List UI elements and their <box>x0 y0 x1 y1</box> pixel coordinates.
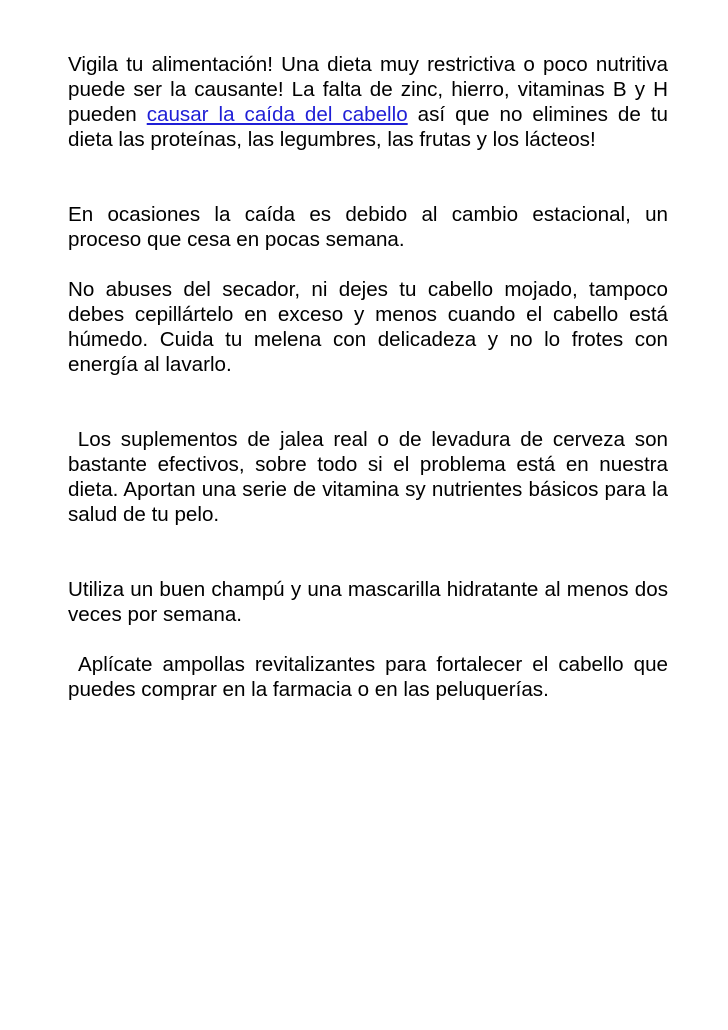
paragraph-supplements: Los suplementos de jalea real o de levadura de cerveza son bastante efectivos, sobre todo si el problema está en nuestra dieta. Aportan una serie de vitamina sy nutrientes básicos para la salud de tu pelo. <box>68 428 674 526</box>
paragraph-seasonal: En ocasiones la caída es debido al cambio estacional, un proceso que cesa en pocas semana. <box>68 203 668 251</box>
paragraph-ampoules: Aplícate ampollas revitalizantes para fortalecer el cabello que puedes comprar en la farmacia o en las peluquerías. <box>68 653 674 701</box>
paragraph-diet <box>68 52 668 152</box>
paragraph-shampoo: Utiliza un buen champú y una mascarilla hidratante al menos dos veces por semana. <box>68 578 668 626</box>
hair-loss-link[interactable]: causar la caída del cabello <box>146 103 408 126</box>
paragraph-diet-text-after: así que no elimines de tu dieta las proteínas, las legumbres, las frutas y los lácteos! <box>68 103 668 151</box>
paragraph-dryer: No abuses del secador, ni dejes tu cabello mojado, tampoco debes cepillártelo en exceso y menos cuando el cabello está húmedo. Cuida tu melena con delicadeza y no lo frotes con energía al lavarlo. <box>68 278 668 376</box>
document-page <box>68 52 674 702</box>
paragraph-diet-text-before: Vigila tu alimentación! Una dieta muy restrictiva o poco nutritiva puede ser la causante! La falta de zinc, hierro, vitaminas B y H pueden <box>68 53 668 126</box>
